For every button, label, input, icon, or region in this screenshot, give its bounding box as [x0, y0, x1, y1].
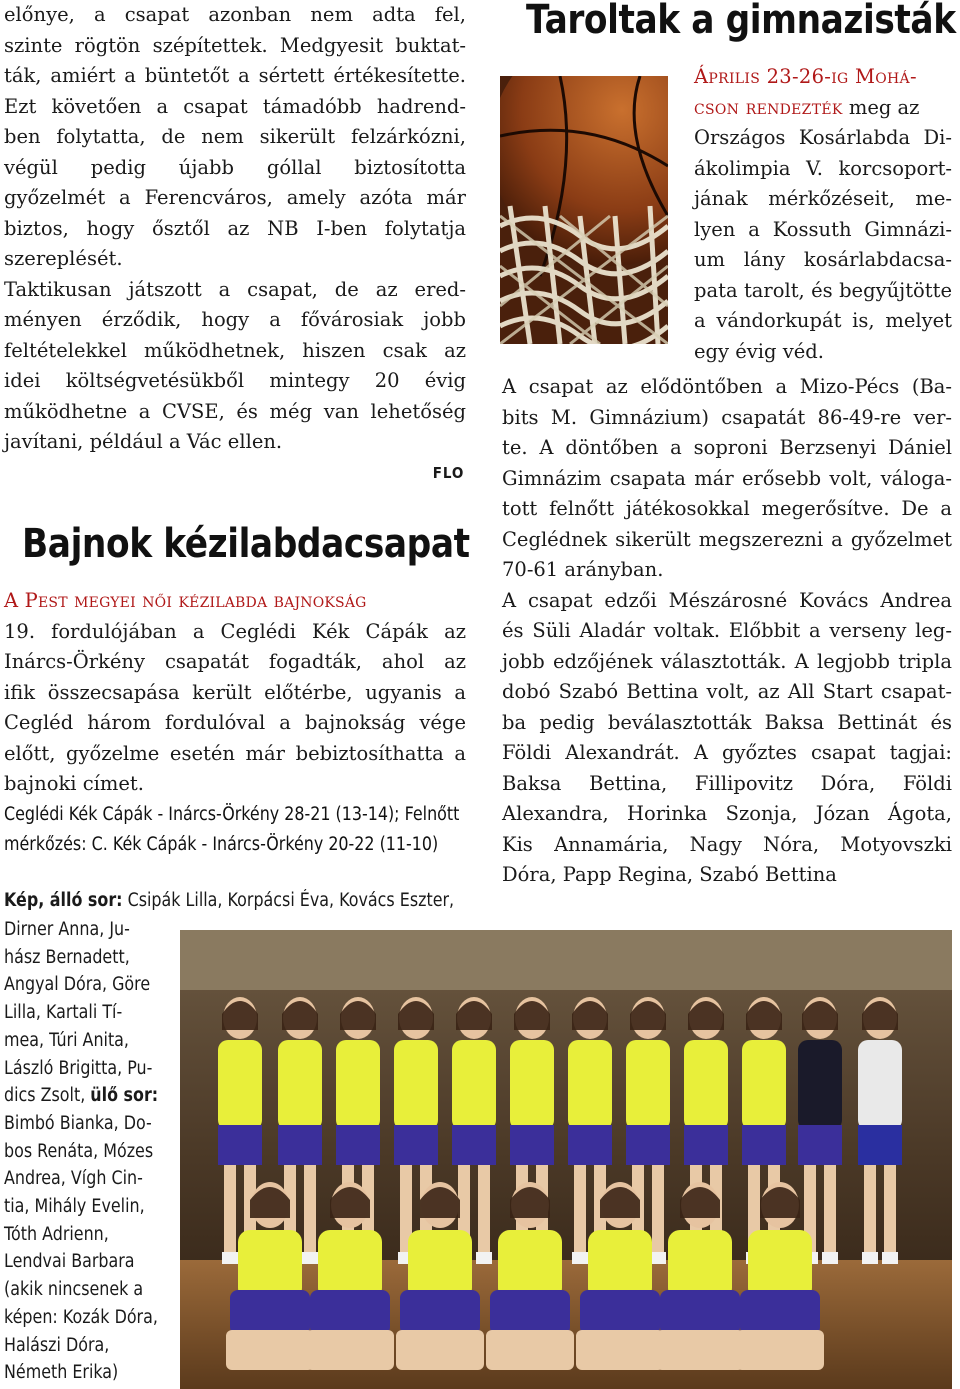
- lead-red-text: Április 23-26-ig Mohá-: [694, 65, 917, 88]
- text-line: bits M. Gimnázium) csapatát 86-49-re ver-: [502, 405, 952, 429]
- text-line: ményen érződik, hogy a fővárosiak jobb: [4, 308, 466, 331]
- basketball-lead-block: [694, 62, 952, 367]
- text-line: feltételekkel működhetnek, hiszen csak az: [4, 338, 466, 362]
- score-line: mérkőzés: C. Kék Cápák - Inárcs-Örkény 20-22 (11-10): [4, 834, 439, 855]
- text-line: pata tarolt, és begyűjtötte: [694, 278, 952, 302]
- text-line: dobó Szabó Bettina volt, az All Start csapat-: [502, 680, 952, 703]
- caption-line: (akik nincsenek a: [4, 1279, 144, 1301]
- photo-caption-side: [4, 916, 167, 1387]
- basketball-net-image: [500, 76, 668, 344]
- lead-line: [694, 62, 952, 93]
- text-line: Kis Annamária, Nagy Nóra, Motyovszki: [502, 832, 952, 856]
- left-paragraph-2: [4, 275, 466, 482]
- text-line: ták, amiért a büntetőt a sértett értékesítette.: [4, 64, 466, 87]
- text-line: előtt, győzelme esetén már bebiztosíthatta a: [4, 741, 466, 765]
- text-line: ben folytatta, de nem sikerült felzárkózni,: [4, 125, 466, 148]
- text-line: egy évig véd.: [694, 339, 824, 363]
- handball-paragraph: [4, 586, 466, 800]
- handball-article-body: [4, 586, 466, 800]
- caption-label-sitting: ülő sor:: [90, 1085, 159, 1107]
- text-line: tott felnőtt játékosokkal megerősítve. De a: [502, 497, 952, 520]
- text-line: szereplését.: [4, 247, 123, 270]
- text-line: szinte rögtön szépítettek. Medgyesit buktat-: [4, 33, 466, 57]
- caption-line: hász Bernadett,: [4, 946, 130, 968]
- text-line: ákolimpia V. korcsoport-: [694, 156, 952, 180]
- caption-first-names: Csipák Lilla, Korpácsi Éva, Kovács Eszter,: [122, 890, 455, 911]
- caption-line: Németh Erika): [4, 1362, 119, 1384]
- text-line: működhetne a CVSE, és még van lehetőség: [4, 399, 466, 423]
- text-line: A csapat az elődöntőben a Mizo-Pécs (Ba-: [502, 375, 952, 398]
- text-line: javítani, például a Vác ellen.: [4, 430, 283, 453]
- text-line: Földi Alexandrát. A győztes csapat tagjai:: [502, 741, 952, 764]
- text-line: ifik összecsapása került előtérbe, ugyanis a: [4, 680, 466, 704]
- text-line: győzelmét a Ferencváros, amely azóta már: [4, 186, 466, 209]
- left-column: [4, 0, 466, 488]
- author-signature: FLO: [432, 463, 465, 482]
- handball-lead: A Pest megyei női kézilabda bajnokság: [4, 589, 367, 612]
- lead-line: [694, 93, 952, 124]
- text-line: idei költségvetésükből mintegy 20 évig: [4, 369, 466, 392]
- text-line: a vándorkupát is, melyet: [694, 309, 952, 332]
- match-scores: [4, 800, 468, 860]
- caption-line: mea, Túri Anita,: [4, 1029, 129, 1051]
- caption-line: tia, Mihály Evelin,: [4, 1196, 145, 1218]
- caption-line: Lendvai Barbara: [4, 1251, 135, 1273]
- caption-line: Tóth Adrienn,: [4, 1223, 109, 1245]
- left-paragraph-1: [4, 0, 466, 275]
- caption-line: Andrea, Vígh Cin-: [4, 1168, 143, 1190]
- basketball-paragraph-2: [502, 586, 952, 891]
- text-line: 70-61 arányban.: [502, 558, 664, 581]
- basketball-article-title: Taroltak a gimnazisták: [526, 0, 956, 43]
- text-line: Ezt követően a csapat támadóbb hadrend-: [4, 94, 466, 118]
- text-line: jának mérkőzéseit, me-: [694, 187, 952, 210]
- text-line: Inárcs-Örkény csapatát fogadták, ahol az: [4, 650, 466, 673]
- caption-line: László Brigitta, Pu-: [4, 1057, 153, 1079]
- caption-line: Halászi Dóra,: [4, 1334, 110, 1356]
- text-line: A csapat edzői Mészárosné Kovács Andrea: [502, 588, 952, 612]
- lead-rest-text: meg az: [842, 95, 920, 119]
- caption-line: Bimbó Bianka, Do-: [4, 1112, 152, 1134]
- handball-article-title: Bajnok kézilabdacsapat: [22, 521, 470, 567]
- text-line: végül pedig újabb góllal biztosította: [4, 155, 466, 179]
- basketball-article-body: [502, 372, 952, 891]
- basketball-photo: [500, 76, 668, 344]
- text-line: lyen a Kossuth Gimnázi-: [694, 217, 952, 241]
- text-line: Baksa Bettina, Fillipovitz Dóra, Földi: [502, 771, 952, 795]
- caption-line: Angyal Dóra, Göre: [4, 974, 151, 996]
- caption-line: képen: Kozák Dóra,: [4, 1306, 158, 1328]
- text-line: um lány kosárlabdacsa-: [694, 248, 952, 271]
- score-line: Ceglédi Kék Cápák - Inárcs-Örkény 28-21 (13-14); Felnőtt: [4, 804, 460, 825]
- text-line: előnye, a csapat azonban nem adta fel,: [4, 3, 466, 26]
- text-line: te. A döntőben a soproni Berzsenyi Dániel: [502, 436, 952, 459]
- team-photo: [180, 930, 952, 1389]
- text-line: Dóra, Papp Regina, Szabó Bettina: [502, 863, 837, 886]
- text-line: Cegléd három fordulóval a bajnokság vége: [4, 711, 466, 734]
- caption-line: Dirner Anna, Ju-: [4, 919, 130, 940]
- text-line: Gimnázim csapata már erősebb volt, váloga-: [502, 466, 952, 490]
- text-line: biztos, hogy ősztől az NB I-ben folytatja: [4, 216, 466, 240]
- caption-label-standing: Kép, álló sor:: [4, 890, 123, 911]
- basketball-paragraph-1: [502, 372, 952, 586]
- text-line: Alexandra, Horinka Szonja, Józan Ágota,: [502, 802, 952, 825]
- text-line: jobb edzőjének választották. A legjobb tripla: [502, 649, 952, 673]
- caption-line: dics Zsolt, ülő sor:: [4, 1085, 159, 1107]
- photo-caption-first-line: [4, 886, 468, 916]
- text-line: ba pedig beválasztották Baksa Bettinát és: [502, 710, 952, 734]
- text-line: bajnoki címet.: [4, 772, 144, 795]
- lead-red-text: cson rendezték: [694, 95, 843, 119]
- caption-line: Lilla, Kartali Tí-: [4, 1002, 123, 1024]
- caption-line: bos Renáta, Mózes: [4, 1140, 154, 1162]
- basketball-lead-paragraph: [694, 62, 952, 367]
- text-line: Országos Kosárlabda Di-: [694, 126, 952, 149]
- text-line: Taktikusan játszott a csapat, de az ered-: [4, 277, 466, 301]
- text-line: és Süli Aladár voltak. Előbbit a verseny leg-: [502, 619, 952, 642]
- text-line: 19. fordulójában a Ceglédi Kék Cápák az: [4, 619, 466, 643]
- handball-team-image: [180, 930, 952, 1389]
- text-line: Ceglédnek sikerült megszerezni a győzelmet: [502, 527, 952, 551]
